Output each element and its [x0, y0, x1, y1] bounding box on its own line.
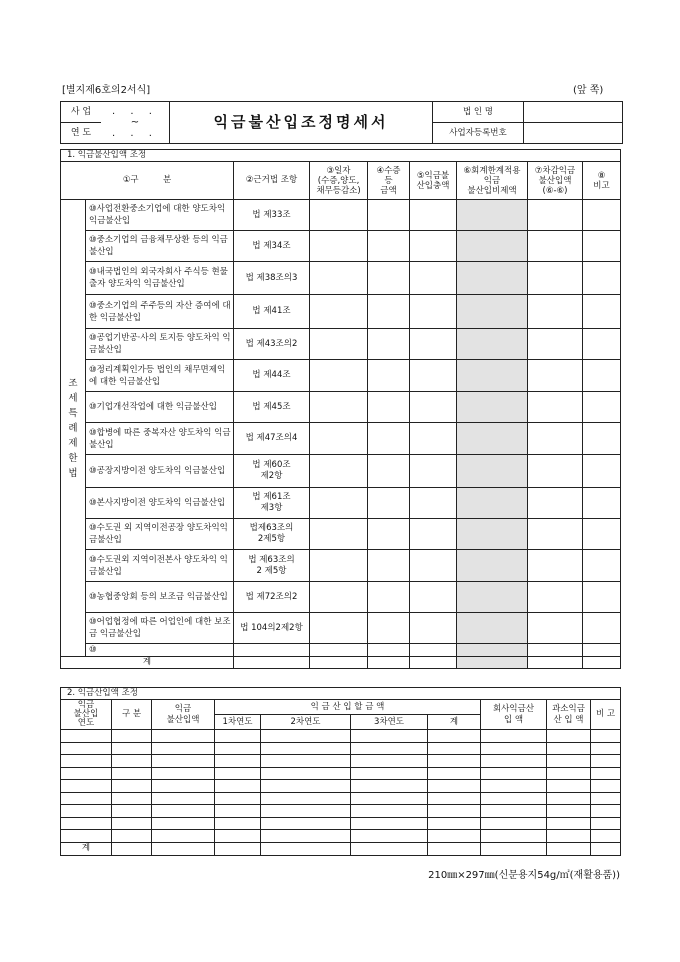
row-input-cell[interactable]: [583, 582, 621, 613]
row-input-cell[interactable]: [261, 805, 351, 818]
row-input-cell[interactable]: [310, 550, 368, 582]
row-input-cell[interactable]: [368, 455, 410, 488]
row-input-cell[interactable]: [410, 262, 457, 295]
row-input-cell[interactable]: [310, 295, 368, 329]
row-input-cell[interactable]: [481, 730, 547, 743]
row-input-cell[interactable]: [583, 231, 621, 262]
row-input-cell[interactable]: [310, 582, 368, 613]
row-input-cell[interactable]: [410, 455, 457, 488]
header-note-2: 비 고: [591, 700, 621, 730]
row-label: ⑩농협중앙회 등의 보조금 익금불산입: [86, 582, 234, 613]
row-input-cell[interactable]: [457, 550, 528, 582]
row-input-cell[interactable]: [591, 767, 621, 780]
header-company-include: 회사익금산 입 액: [481, 700, 547, 730]
row-input-cell[interactable]: [368, 519, 410, 550]
row-input-cell[interactable]: [261, 817, 351, 830]
row-input-cell[interactable]: [481, 780, 547, 793]
page-side-label: (앞 쪽): [573, 85, 604, 96]
row-input-cell[interactable]: [528, 582, 583, 613]
row-input-cell[interactable]: [61, 830, 112, 843]
business-year-range: . . . ~ . . .: [101, 102, 170, 144]
row-input-cell[interactable]: [583, 455, 621, 488]
row-law: 법 104의2제2항: [234, 613, 310, 644]
row-input-cell[interactable]: [457, 200, 528, 231]
row-input-cell[interactable]: [528, 360, 583, 392]
row-input-cell[interactable]: [368, 231, 410, 262]
row-input-cell[interactable]: [215, 805, 261, 818]
header-category: ①구 분: [61, 162, 234, 200]
row-input-cell[interactable]: [310, 613, 368, 644]
row-input-cell[interactable]: [428, 742, 481, 755]
row-input-cell[interactable]: [368, 488, 410, 519]
row-input-cell[interactable]: [310, 644, 368, 657]
row-input-cell[interactable]: [61, 780, 112, 793]
row-input-cell[interactable]: [528, 488, 583, 519]
row-input-cell[interactable]: [547, 730, 591, 743]
row-input-cell[interactable]: [351, 742, 428, 755]
row-input-cell[interactable]: [583, 488, 621, 519]
row-input-cell[interactable]: [215, 755, 261, 768]
row-input-cell[interactable]: [410, 200, 457, 231]
row-input-cell[interactable]: [351, 780, 428, 793]
row-input-cell[interactable]: [215, 817, 261, 830]
row-input-cell[interactable]: [112, 755, 152, 768]
row-input-cell[interactable]: [61, 755, 112, 768]
row-input-cell[interactable]: [368, 392, 410, 423]
row-input-cell[interactable]: [351, 830, 428, 843]
row-input-cell[interactable]: [310, 262, 368, 295]
row-law: 법 제61조 제3항: [234, 488, 310, 519]
row-input-cell[interactable]: [351, 755, 428, 768]
row-input-cell[interactable]: [528, 231, 583, 262]
row-input-cell[interactable]: [261, 730, 351, 743]
row-input-cell[interactable]: [528, 644, 583, 657]
row-input-cell[interactable]: [61, 805, 112, 818]
row-input-cell[interactable]: [112, 730, 152, 743]
row-label: ⑩기업개선작업에 대한 익금불산입: [86, 392, 234, 423]
section2-title: 2. 익금산입액 조정: [61, 688, 621, 700]
section2-row: [61, 767, 621, 780]
section2-row: [61, 755, 621, 768]
row-input-cell[interactable]: [481, 830, 547, 843]
header-category-2: 구 분: [112, 700, 152, 730]
paper-spec: 210㎜×297㎜(신문용지54g/㎡(재활용품)): [428, 870, 620, 881]
row-input-cell[interactable]: [457, 488, 528, 519]
row-input-cell[interactable]: [528, 200, 583, 231]
corp-name-label: 법 인 명: [433, 102, 524, 123]
section1-row: [61, 200, 621, 231]
row-input-cell[interactable]: [61, 730, 112, 743]
row-input-cell[interactable]: [152, 792, 215, 805]
row-input-cell[interactable]: [481, 742, 547, 755]
year-label-1: 사 업: [61, 102, 102, 123]
row-input-cell[interactable]: [310, 329, 368, 360]
header-note: ⑧ 비고: [583, 162, 621, 200]
row-input-cell[interactable]: [528, 550, 583, 582]
row-input-cell[interactable]: [481, 767, 547, 780]
row-input-cell[interactable]: [410, 329, 457, 360]
row-label: ⑩수도권 외 지역이전공장 양도차익익금불산입: [86, 519, 234, 550]
row-input-cell[interactable]: [410, 488, 457, 519]
row-input-cell[interactable]: [583, 519, 621, 550]
row-law: 법 제47조의4: [234, 423, 310, 455]
row-input-cell[interactable]: [547, 767, 591, 780]
header-y1: 1차연도: [215, 715, 261, 730]
document-title: 익금불산입조정명세서: [170, 102, 433, 144]
row-input-cell[interactable]: [583, 295, 621, 329]
section2-row: [61, 817, 621, 830]
row-input-cell[interactable]: [528, 295, 583, 329]
row-input-cell[interactable]: [547, 805, 591, 818]
row-input-cell[interactable]: [481, 755, 547, 768]
row-input-cell[interactable]: [457, 582, 528, 613]
row-law: 법 제34조: [234, 231, 310, 262]
row-input-cell[interactable]: [591, 742, 621, 755]
biz-reg-field[interactable]: [524, 123, 623, 144]
section2-total-label: 계: [61, 842, 112, 855]
header-legal-basis: ②근거법 조항: [234, 162, 310, 200]
row-input-cell[interactable]: [215, 792, 261, 805]
row-input-cell[interactable]: [428, 817, 481, 830]
row-label: ⑩수도권외 지역이전본사 양도차익 익금불산입: [86, 550, 234, 582]
row-input-cell[interactable]: [428, 830, 481, 843]
row-input-cell[interactable]: [591, 817, 621, 830]
row-input-cell[interactable]: [457, 613, 528, 644]
row-input-cell[interactable]: [547, 755, 591, 768]
header-diff: ⑦차감익금 불산입액 (⑥-⑥): [528, 162, 583, 200]
biz-reg-label: 사업자등록번호: [433, 123, 524, 144]
row-input-cell[interactable]: [368, 360, 410, 392]
row-input-cell[interactable]: [410, 392, 457, 423]
row-input-cell[interactable]: [368, 329, 410, 360]
row-input-cell[interactable]: [528, 329, 583, 360]
row-label: ⑩중소기업의 주주등의 자산 증여에 대한 익금불산입: [86, 295, 234, 329]
row-input-cell[interactable]: [215, 730, 261, 743]
header-amount: ④수증 등 금액: [368, 162, 410, 200]
section1-total-label: 계: [61, 657, 234, 669]
row-input-cell[interactable]: [310, 392, 368, 423]
row-input-cell[interactable]: [457, 455, 528, 488]
row-input-cell[interactable]: [591, 805, 621, 818]
year-label-2: 연 도: [61, 123, 102, 144]
row-law: 법 제41조: [234, 295, 310, 329]
row-input-cell[interactable]: [61, 792, 112, 805]
title-table: [60, 101, 623, 144]
row-input-cell[interactable]: [410, 582, 457, 613]
row-input-cell[interactable]: [215, 830, 261, 843]
header-y3: 3차연도: [351, 715, 428, 730]
row-input-cell[interactable]: [61, 767, 112, 780]
row-law: 법 제45조: [234, 392, 310, 423]
row-input-cell[interactable]: [215, 742, 261, 755]
section1-row: [61, 613, 621, 644]
row-input-cell[interactable]: [528, 613, 583, 644]
row-law: 법 제63조의 2 제5항: [234, 550, 310, 582]
row-input-cell[interactable]: [528, 262, 583, 295]
row-input-cell[interactable]: [261, 780, 351, 793]
row-input-cell[interactable]: [410, 550, 457, 582]
row-label: ⑩본사지방이전 양도차익 익금불산입: [86, 488, 234, 519]
row-input-cell[interactable]: [152, 830, 215, 843]
row-input-cell[interactable]: [591, 792, 621, 805]
section2-row: [61, 830, 621, 843]
row-input-cell[interactable]: [547, 830, 591, 843]
row-law: 법 제72조의2: [234, 582, 310, 613]
row-input-cell[interactable]: [368, 613, 410, 644]
row-input-cell[interactable]: [310, 455, 368, 488]
header-sum: 계: [428, 715, 481, 730]
row-input-cell[interactable]: [428, 780, 481, 793]
row-input-cell[interactable]: [547, 780, 591, 793]
section1-table: [60, 149, 621, 669]
row-input-cell[interactable]: [410, 423, 457, 455]
row-law: 법 제43조의2: [234, 329, 310, 360]
row-input-cell[interactable]: [310, 423, 368, 455]
row-input-cell[interactable]: [481, 792, 547, 805]
row-input-cell[interactable]: [528, 392, 583, 423]
row-input-cell[interactable]: [591, 755, 621, 768]
row-input-cell[interactable]: [368, 582, 410, 613]
row-input-cell[interactable]: [261, 767, 351, 780]
row-label: ⑩: [86, 644, 234, 657]
row-input-cell[interactable]: [547, 792, 591, 805]
row-input-cell[interactable]: [583, 550, 621, 582]
row-input-cell[interactable]: [583, 613, 621, 644]
section1-row: [61, 455, 621, 488]
row-law: 법 제38조의3: [234, 262, 310, 295]
row-input-cell[interactable]: [310, 488, 368, 519]
row-input-cell[interactable]: [351, 767, 428, 780]
section1-title: 1. 익금불산입액 조정: [61, 150, 621, 162]
row-input-cell[interactable]: [261, 830, 351, 843]
row-input-cell[interactable]: [152, 730, 215, 743]
row-input-cell[interactable]: [457, 392, 528, 423]
row-input-cell[interactable]: [410, 295, 457, 329]
row-input-cell[interactable]: [152, 817, 215, 830]
row-input-cell[interactable]: [583, 392, 621, 423]
section1-row: [61, 329, 621, 360]
header-include-amount: 익 금 산 입 할 금 액: [215, 700, 481, 715]
row-input-cell[interactable]: [428, 792, 481, 805]
row-input-cell[interactable]: [112, 742, 152, 755]
corp-name-field[interactable]: [524, 102, 623, 123]
row-input-cell[interactable]: [152, 742, 215, 755]
row-input-cell[interactable]: [310, 360, 368, 392]
section2-row: [61, 742, 621, 755]
row-input-cell[interactable]: [528, 455, 583, 488]
header-year: 익금 불산입 연도: [61, 700, 112, 730]
row-input-cell[interactable]: [368, 550, 410, 582]
row-input-cell[interactable]: [583, 644, 621, 657]
row-input-cell[interactable]: [410, 231, 457, 262]
row-input-cell[interactable]: [583, 360, 621, 392]
row-input-cell[interactable]: [112, 792, 152, 805]
section1-row: [61, 519, 621, 550]
header-y2: 2차연도: [261, 715, 351, 730]
row-input-cell[interactable]: [528, 423, 583, 455]
row-input-cell[interactable]: [310, 231, 368, 262]
section1-row: [61, 582, 621, 613]
header-gain-amount: ⑤익금불 산입충액: [410, 162, 457, 200]
row-input-cell[interactable]: [368, 200, 410, 231]
row-input-cell[interactable]: [351, 730, 428, 743]
section2-row: [61, 792, 621, 805]
row-input-cell[interactable]: [351, 792, 428, 805]
row-input-cell[interactable]: [410, 613, 457, 644]
row-input-cell[interactable]: [410, 519, 457, 550]
row-input-cell[interactable]: [261, 755, 351, 768]
row-input-cell[interactable]: [457, 329, 528, 360]
row-input-cell[interactable]: [591, 830, 621, 843]
form-number: [별지제6호의2서식]: [62, 85, 151, 96]
header-limit: ⑥회계한계적용 익금 불산입비제액: [457, 162, 528, 200]
section1-row: [61, 423, 621, 455]
header-excluded: 익금 불산입액: [152, 700, 215, 730]
row-input-cell[interactable]: [368, 295, 410, 329]
row-input-cell[interactable]: [428, 755, 481, 768]
row-label: ⑩중소기업의 금융채무상환 등의 익금불산입: [86, 231, 234, 262]
row-input-cell[interactable]: [457, 519, 528, 550]
row-input-cell[interactable]: [152, 780, 215, 793]
row-input-cell[interactable]: [351, 817, 428, 830]
section2-row: [61, 730, 621, 743]
section1-row: [61, 360, 621, 392]
row-input-cell[interactable]: [112, 830, 152, 843]
row-input-cell[interactable]: [61, 817, 112, 830]
row-input-cell[interactable]: [428, 805, 481, 818]
row-input-cell[interactable]: [215, 767, 261, 780]
row-input-cell[interactable]: [112, 780, 152, 793]
row-label: ⑩사업전환중소기업에 대한 양도차익 익금불산입: [86, 200, 234, 231]
row-input-cell[interactable]: [368, 644, 410, 657]
section2-row: [61, 780, 621, 793]
row-input-cell[interactable]: [351, 805, 428, 818]
row-input-cell[interactable]: [591, 730, 621, 743]
row-input-cell[interactable]: [61, 742, 112, 755]
row-input-cell[interactable]: [152, 767, 215, 780]
header-excess: 과소익금 산 입 액: [547, 700, 591, 730]
row-input-cell[interactable]: [547, 742, 591, 755]
row-label: ⑩합병에 따른 중복자산 양도차익 익금불산입: [86, 423, 234, 455]
section1-row: [61, 550, 621, 582]
row-input-cell[interactable]: [457, 262, 528, 295]
row-input-cell[interactable]: [457, 423, 528, 455]
row-input-cell[interactable]: [457, 231, 528, 262]
row-input-cell[interactable]: [481, 805, 547, 818]
row-label: ⑩어업협정에 따른 어업인에 대한 보조금 익금불산입: [86, 613, 234, 644]
row-input-cell[interactable]: [152, 805, 215, 818]
row-label: ⑩공장지방이전 양도차익 익금불산입: [86, 455, 234, 488]
row-input-cell[interactable]: [583, 423, 621, 455]
row-law: 법 제44조: [234, 360, 310, 392]
row-input-cell[interactable]: [583, 200, 621, 231]
row-label: ⑩공업기반공·사의 토지등 양도차익 익금불산입: [86, 329, 234, 360]
section1-row: [61, 644, 621, 657]
section1-row: [61, 295, 621, 329]
row-input-cell[interactable]: [261, 792, 351, 805]
header-date: ③일자 (수증,양도, 채무등감소): [310, 162, 368, 200]
row-input-cell[interactable]: [428, 730, 481, 743]
row-input-cell[interactable]: [112, 805, 152, 818]
row-input-cell[interactable]: [428, 767, 481, 780]
row-input-cell[interactable]: [583, 262, 621, 295]
row-input-cell[interactable]: [368, 423, 410, 455]
row-law: 법 제33조: [234, 200, 310, 231]
section2-row: [61, 805, 621, 818]
row-input-cell[interactable]: [261, 742, 351, 755]
row-label: ⑩내국법인의 외국자회사 주식등 현물출자 양도차익 익금불산입: [86, 262, 234, 295]
row-input-cell[interactable]: [112, 817, 152, 830]
row-law: [234, 644, 310, 657]
section1-row: [61, 392, 621, 423]
row-input-cell[interactable]: [547, 817, 591, 830]
row-input-cell[interactable]: [152, 755, 215, 768]
row-input-cell[interactable]: [457, 644, 528, 657]
section2-table: [60, 687, 621, 856]
row-input-cell[interactable]: [457, 295, 528, 329]
row-input-cell[interactable]: [410, 644, 457, 657]
section1-row: [61, 488, 621, 519]
row-input-cell[interactable]: [457, 360, 528, 392]
row-label: ⑩정리계획인가등 법인의 채무면제익에 대한 익금불산입: [86, 360, 234, 392]
side-label-tax-law: 조 세 특 례 제 한 법: [61, 200, 86, 657]
row-input-cell[interactable]: [528, 519, 583, 550]
row-input-cell[interactable]: [112, 767, 152, 780]
row-input-cell[interactable]: [481, 817, 547, 830]
row-input-cell[interactable]: [310, 200, 368, 231]
row-input-cell[interactable]: [410, 360, 457, 392]
row-input-cell[interactable]: [591, 780, 621, 793]
row-input-cell[interactable]: [215, 780, 261, 793]
section1-row: [61, 231, 621, 262]
row-law: 법 제60조 제2항: [234, 455, 310, 488]
row-law: 법제63조의 2제5항: [234, 519, 310, 550]
row-input-cell[interactable]: [368, 262, 410, 295]
row-input-cell[interactable]: [583, 329, 621, 360]
row-input-cell[interactable]: [310, 519, 368, 550]
section1-row: [61, 262, 621, 295]
